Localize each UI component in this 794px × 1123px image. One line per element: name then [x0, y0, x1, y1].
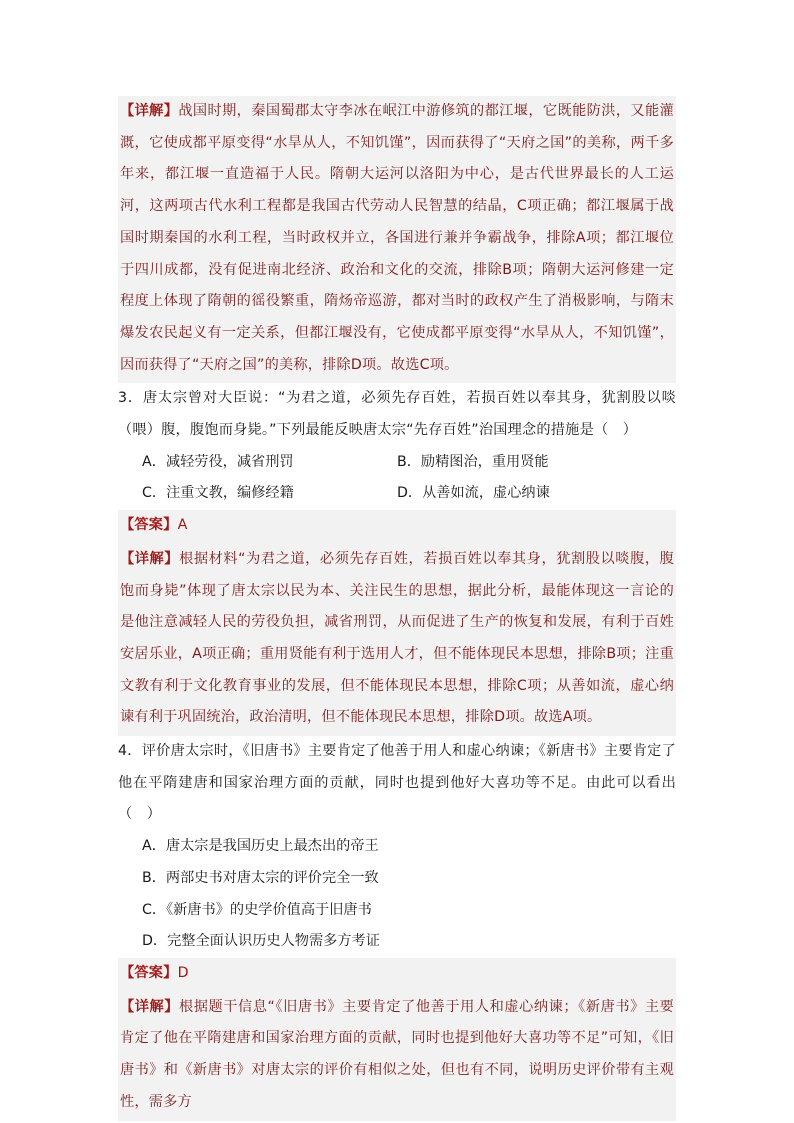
q4-option-a: A．唐太宗是我国历史上最杰出的帝王 — [142, 838, 379, 855]
answer-tag: 【答案】 — [120, 964, 178, 981]
q4-answer-block — [118, 958, 676, 992]
q3-options — [118, 447, 676, 510]
detail-tag: 【详解】 — [120, 998, 180, 1015]
q3-option-b: B．励精图治，重用贤能 — [397, 453, 549, 470]
q3-option-c: C．注重文教，编修经籍 — [142, 485, 294, 502]
q2-detail-block — [118, 96, 676, 383]
q4-option-b: B．两部史书对唐太宗的评价完全一致 — [142, 869, 379, 886]
q3-detail-text: 根据材料“为君之道，必须先存百姓，若损百姓以奉其身，犹割股以啖腹，腹饱而身毙”体现了唐太宗以民为本、关注民生的思想，据此分析，最能体现这一言论的是他注意减轻人民的劳役负担，减省刑罚，从而促进了生产的恢复和发展，有利于百姓安居乐业，A项正确；重用贤能有利于选用人才，但不能体现民本思想，排除B项；注重文教有利于文化教育事业的发展，但不能体现民本思想，排除C项；从善如流，虚心纳谏有利于巩固统治，政治清明，但不能体现民本思想，排除D项。故选A项。 — [120, 550, 674, 726]
q3-option-a: A．减轻劳役，减省刑罚 — [142, 453, 294, 470]
q4-detail-text: 根据题干信息“《旧唐书》主要肯定了他善于用人和虚心纳谏；《新唐书》主要肯定了他在平隋建唐和国家治理方面的贡献，同时也提到他好大喜功等不足”可知，《旧唐书》和《新唐书》对唐太宗的评价有相似之处，但也有不同，说明历史评价带有主观性，需多方 — [120, 998, 674, 1110]
detail-tag: 【详解】 — [120, 103, 179, 119]
q3-stem: 3．唐太宗曾对大臣说：“为君之道，必须先存百姓，若损百姓以奉其身，犹割股以啖（喂）腹，腹饱而身毙。”下列最能反映唐太宗“先存百姓”治国理念的措施是（ ） — [118, 390, 676, 439]
q2-detail-text: 战国时期，秦国蜀郡太守李冰在岷江中游修筑的都江堰，它既能防洪，又能灌溉，它使成都平原变得“水旱从人，不知饥馑”，因而获得了“天府之国”的美称，两千多年来，都江堰一直造福于人民。隋朝大运河以洛阳为中心，是古代世界最长的人工运河，这两项古代水利工程都是我国古代劳动人民智慧的结晶，C项正确；都江堰属于战国时期秦国的水利工程，当时政权并立，各国进行兼并争霸战争，排除A项；都江堰位于四川成都，没有促进南北经济、政治和文化的交流，排除B项；隋朝大运河修建一定程度上体现了隋朝的徭役繁重，隋炀帝巡游，都对当时的政权产生了消极影响，与隋末爆发农民起义有一定关系，但都江堰没有，它使成都平原变得“水旱从人，不知饥馑”，因而获得了“天府之国”的美称，排除D项。故选C项。 — [120, 103, 674, 373]
detail-tag: 【详解】 — [120, 550, 180, 567]
answer-tag: 【答案】 — [120, 517, 178, 534]
q4-options — [118, 831, 676, 958]
q4-option-d: D．完整全面认识历史人物需多方考证 — [142, 933, 380, 950]
q4-stem: 4．评价唐太宗时，《旧唐书》主要肯定了他善于用人和虚心纳谏；《新唐书》主要肯定了他在平隋建唐和国家治理方面的贡献，同时也提到他好大喜功等不足。由此可以看出（ ） — [118, 743, 676, 823]
page-content — [118, 96, 676, 1121]
q3-option-d: D．从善如流，虚心纳谏 — [397, 485, 550, 502]
q4-answer: D — [177, 964, 189, 981]
q4-detail-block — [118, 992, 676, 1121]
q3-detail-block — [118, 544, 676, 736]
q3-answer-block — [118, 510, 676, 544]
q3-answer: A — [177, 517, 188, 534]
q4-option-c: C．《新唐书》的史学价值高于旧唐书 — [142, 901, 372, 918]
